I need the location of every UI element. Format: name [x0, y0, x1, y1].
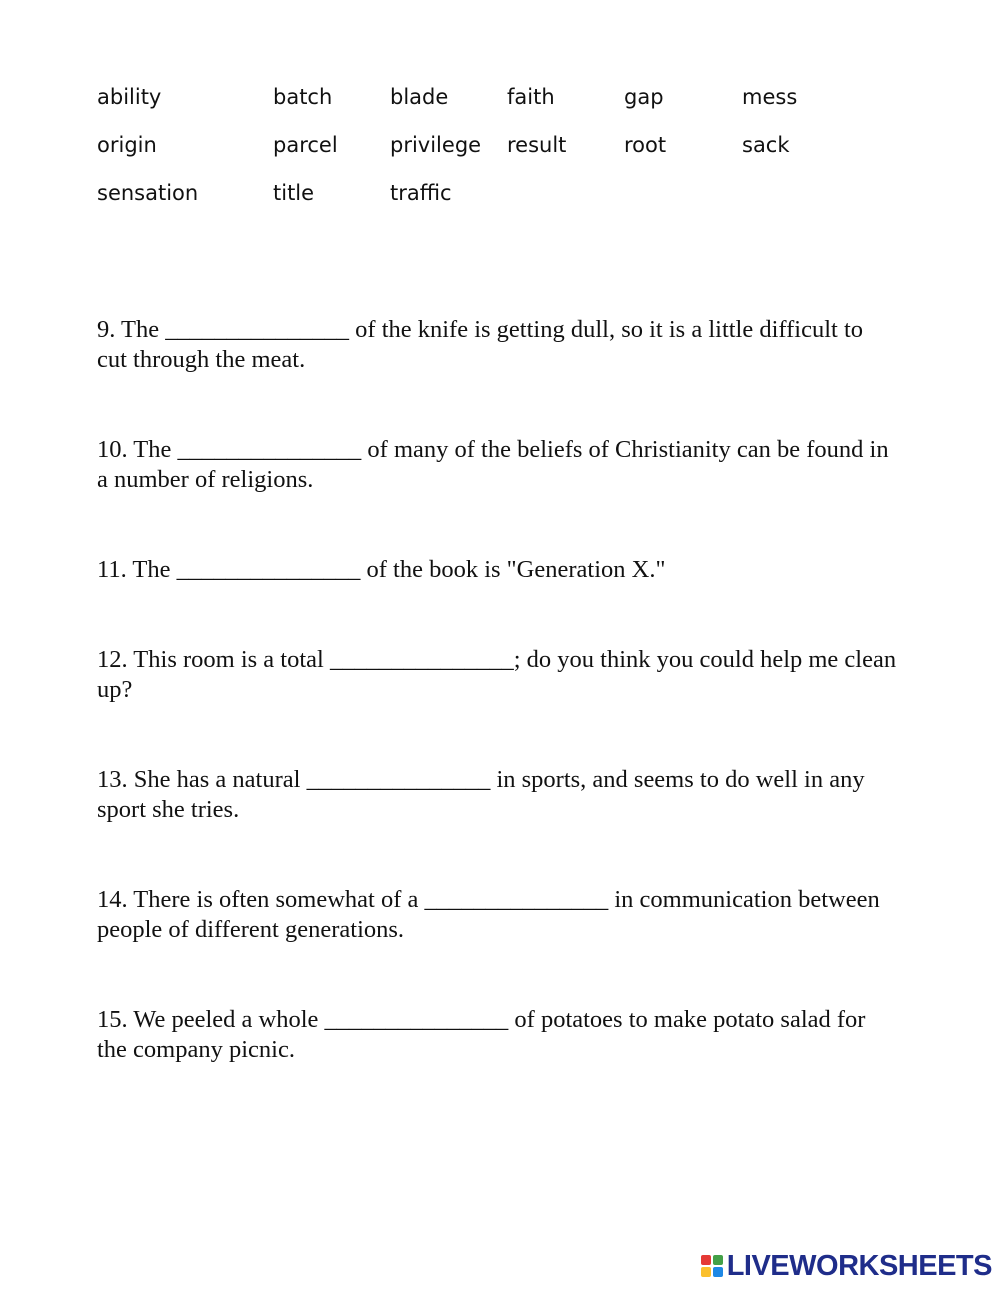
- word-bank-word: origin: [97, 133, 157, 157]
- question-text-before: 9. The: [97, 316, 160, 343]
- answer-blank-11[interactable]: _______________: [176, 556, 361, 583]
- word-bank: [97, 80, 917, 224]
- question-9: [97, 315, 897, 375]
- question-14: [97, 885, 897, 945]
- word-bank-word: result: [507, 133, 567, 157]
- word-bank-word: batch: [273, 85, 333, 109]
- question-text-after: ; do you think you could help me clean up?: [97, 646, 897, 703]
- answer-blank-13[interactable]: _______________: [306, 766, 491, 793]
- question-10: [97, 435, 897, 495]
- answer-blank-10[interactable]: _______________: [177, 436, 362, 463]
- word-bank-word: privilege: [390, 133, 482, 157]
- logo-text: LIVEWORKSHEETS: [726, 1250, 992, 1282]
- question-text-after: of potatoes to make potato salad for the company picnic.: [97, 1006, 866, 1063]
- answer-blank-15[interactable]: _______________: [324, 1006, 509, 1033]
- word-bank-word: sensation: [97, 181, 199, 205]
- question-text-before: 15. We peeled a whole: [97, 1006, 319, 1033]
- question-text-after: in sports, and seems to do well in any sport she tries.: [97, 766, 865, 823]
- word-bank-word: title: [273, 181, 315, 205]
- question-text-after: in communication between people of different generations.: [97, 886, 880, 943]
- word-bank-word: parcel: [273, 133, 338, 157]
- question-text-before: 13. She has a natural: [97, 766, 301, 793]
- logo-mark-square: [713, 1255, 723, 1265]
- word-bank-row: [97, 128, 917, 176]
- question-11: [97, 555, 897, 585]
- word-bank-row: [97, 176, 917, 224]
- word-bank-word: traffic: [390, 181, 452, 205]
- word-bank-word: gap: [624, 85, 664, 109]
- question-12: [97, 645, 897, 705]
- logo-mark-square: [701, 1255, 711, 1265]
- word-bank-word: mess: [742, 85, 798, 109]
- question-text-after: of many of the beliefs of Christianity can be found in a number of religions.: [97, 436, 889, 493]
- word-bank-word: faith: [507, 85, 555, 109]
- word-bank-word: blade: [390, 85, 449, 109]
- word-bank-row: [97, 80, 917, 128]
- answer-blank-14[interactable]: _______________: [424, 886, 609, 913]
- word-bank-word: root: [624, 133, 667, 157]
- word-bank-word: ability: [97, 85, 162, 109]
- logo-mark-icon: [701, 1255, 723, 1277]
- liveworksheets-logo: [701, 1251, 992, 1281]
- question-text-before: 11. The: [97, 556, 171, 583]
- question-13: [97, 765, 897, 825]
- question-text-before: 14. There is often somewhat of a: [97, 886, 419, 913]
- question-text-after: of the book is "Generation X.": [366, 556, 666, 583]
- answer-blank-12[interactable]: _______________: [329, 646, 514, 673]
- logo-mark-square: [713, 1267, 723, 1277]
- logo-mark-square: [701, 1267, 711, 1277]
- answer-blank-9[interactable]: _______________: [165, 316, 350, 343]
- question-text-before: 10. The: [97, 436, 172, 463]
- question-text-after: of the knife is getting dull, so it is a little difficult to cut through the meat.: [97, 316, 864, 373]
- question-text-before: 12. This room is a total: [97, 646, 324, 673]
- word-bank-word: sack: [742, 133, 790, 157]
- question-15: [97, 1005, 897, 1065]
